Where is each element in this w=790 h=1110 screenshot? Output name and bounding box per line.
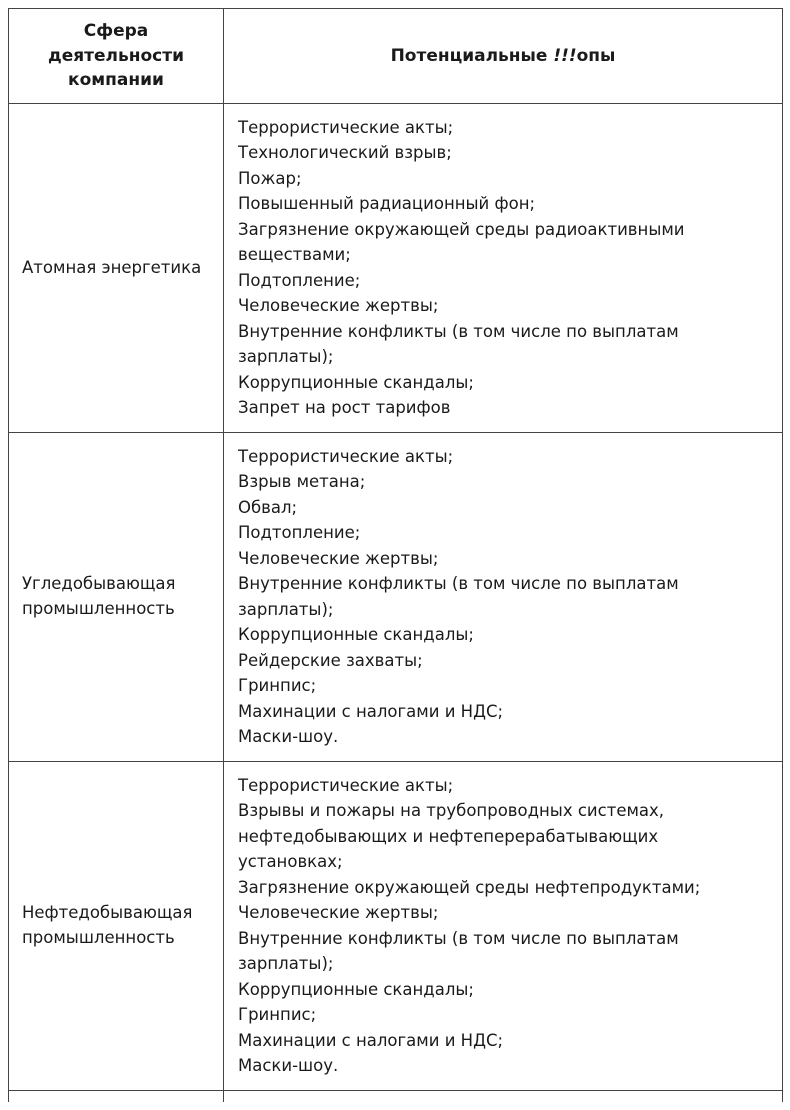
risk-item: Гринпис; xyxy=(238,676,317,696)
table-body xyxy=(9,103,783,1090)
risks-cell xyxy=(224,103,783,432)
risk-item: Маски-шоу. xyxy=(238,1056,339,1076)
risk-item: Повышенный радиационный фон; xyxy=(238,194,536,214)
risk-item: Технологический взрыв; xyxy=(238,143,452,163)
risk-item: Запрет на рост тарифов xyxy=(238,398,451,418)
risks-cell xyxy=(224,432,783,761)
risk-item: Коррупционные скандалы; xyxy=(238,979,474,999)
risk-item: Человеческие жертвы; xyxy=(238,548,439,568)
header-risks-suffix: опы xyxy=(576,45,616,66)
risk-item: Террористические акты; xyxy=(238,117,454,137)
table-continuation xyxy=(9,1090,783,1102)
risk-item: Террористические акты; xyxy=(238,775,454,795)
risk-item: Террористические акты; xyxy=(238,446,454,466)
risk-item: Загрязнение окружающей среды нефтепродуктами; xyxy=(238,877,701,897)
risk-item: Внутренние конфликты (в том числе по выплатам зарплаты); xyxy=(238,928,679,974)
table-row xyxy=(9,103,783,432)
header-row xyxy=(9,9,783,104)
risk-item: Подтопление; xyxy=(238,270,361,290)
category-cell xyxy=(9,432,224,761)
partial-cell-risks xyxy=(224,1090,783,1102)
risk-item: Взрывы и пожары на трубопроводных системах, нефтедобывающих и нефтеперерабатывающих установках; xyxy=(238,801,665,872)
risk-table xyxy=(8,8,783,1102)
category-label: Угледобывающая промышленность xyxy=(22,574,176,618)
header-cell-category: Сфера деятельности компании xyxy=(9,9,224,104)
table-row xyxy=(9,432,783,761)
risk-item: Внутренние конфликты (в том числе по выплатам зарплаты); xyxy=(238,321,679,367)
risk-item: Маски-шоу. xyxy=(238,727,339,747)
partial-next-row xyxy=(9,1090,783,1102)
risk-item: Рейдерские захваты; xyxy=(238,650,423,670)
risk-item: Коррупционные скандалы; xyxy=(238,625,474,645)
risk-item: Махинации с налогами и НДС; xyxy=(238,1030,504,1050)
category-cell xyxy=(9,103,224,432)
risk-item: Коррупционные скандалы; xyxy=(238,372,474,392)
category-cell xyxy=(9,761,224,1090)
risk-list xyxy=(238,773,758,1079)
partial-cell-category xyxy=(9,1090,224,1102)
risk-item: Загрязнение окружающей среды радиоактивными веществами; xyxy=(238,219,685,265)
risk-item: Взрыв метана; xyxy=(238,472,366,492)
risk-item: Гринпис; xyxy=(238,1005,317,1025)
table-row xyxy=(9,761,783,1090)
risk-item: Человеческие жертвы; xyxy=(238,296,439,316)
risk-item: Обвал; xyxy=(238,497,298,517)
header-cell-risks xyxy=(224,9,783,104)
table-header xyxy=(9,9,783,104)
risk-item: Человеческие жертвы; xyxy=(238,903,439,923)
header-risks-prefix: Потенциальные xyxy=(390,45,554,66)
risks-cell xyxy=(224,761,783,1090)
risk-list xyxy=(238,115,758,421)
risk-item: Махинации с налогами и НДС; xyxy=(238,701,504,721)
risk-item: Пожар; xyxy=(238,168,302,188)
category-label: Атомная энергетика xyxy=(22,257,202,277)
header-risks-emphasis: !!! xyxy=(553,45,577,66)
risk-list xyxy=(238,444,758,750)
risk-item: Подтопление; xyxy=(238,523,361,543)
category-label: Нефтедобывающая промышленность xyxy=(22,903,193,947)
risk-item: Внутренние конфликты (в том числе по выплатам зарплаты); xyxy=(238,574,679,619)
